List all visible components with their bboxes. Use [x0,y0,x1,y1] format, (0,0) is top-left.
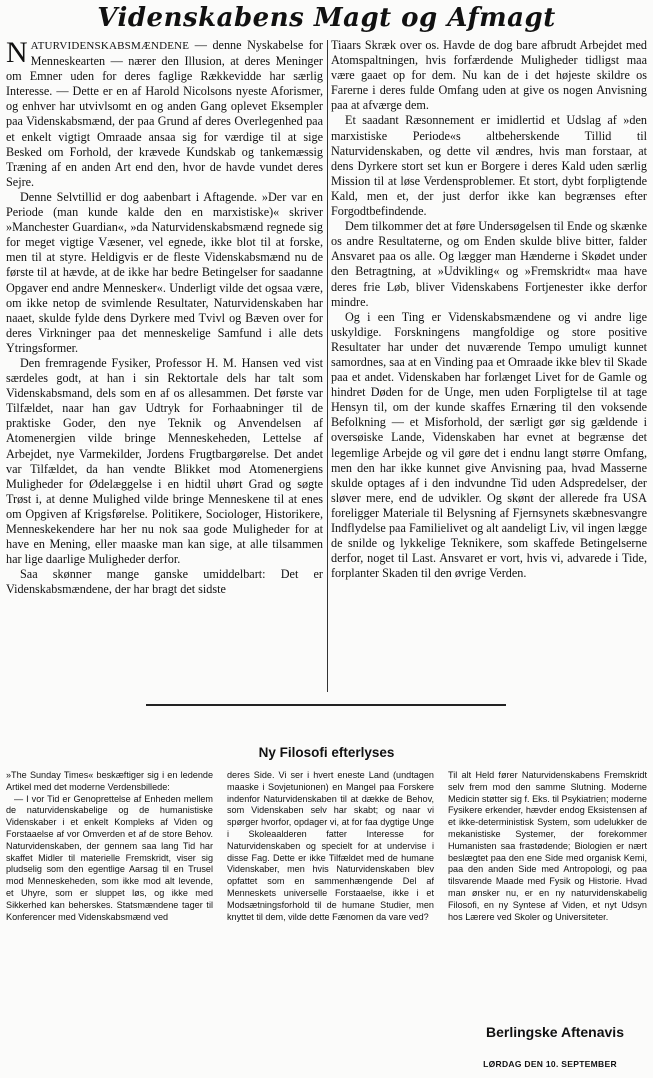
lead-caps: ATURVIDENSKABSMÆNDENE [30,40,190,52]
sidebar-column-2 [227,770,434,940]
article-column-2 [331,38,647,698]
paragraph: Til alt Held fører Naturvidenskabens Fremskridt selv frem mod den samme Slutning. Moderne Medicin støtter sig f. Eks. til Psykiatrien; moderne Fysikere erkender, hævder endog Eksistensen af et ikke-deterministisk System, som udelukker de mekanistiske Systemer, der forekommer Humanisten saa frastødende; Biologien er nært beslægtet paa den ene Side med organisk Kemi, paa den anden Side med Antropologi, og paa tilsvarende Maade med Fysik og Historie. Hvad man ønsker nu, er en ny naturvidenskabelig Filosofi, en ny Syntese af Viden, et nyt Udsyn hos Lærere ved Skoler og Universiteter. [448,770,647,922]
paragraph: — I vor Tid er Genoprettelse af Enheden mellem de naturvidenskabelige og de humanistiske Videnskaber i et enkelt Kompleks af Viden og Forstaaelse af vor Omverden et af de store Behov. Naturvidenskaben, der gennem saa lang Tid har skaffet Midler til materielle Fremskridt, viser sig pludselig som den egentlige Aarsag til en Trusel mod Menneskeheden, som ikke mod alt levende, et Uhyre, som er sluppet løs, og ikke med Sikkerhed kan beherskes. Statsmændene tager til Konferencer med Videnskabsmænd ved [6,793,213,922]
newspaper-source: Berlingske Aftenavis [486,1024,624,1040]
lead-text: — denne Nyskabelse for Menneskearten — nærer den Illusion, at deres Meninger om Emner uden for deres faglige Rækkevidde har særlig Interesse. — Dette er en af Harold Nicolsons nyeste Aforismer, og enhver har utvivlsomt en og anden Gang oplevet Eksempler paa Videnskabsmænd, der paa Grund af deres Overlegenhed paa et enkelt vigtigt Omraade ansaa sig for værdige til at sige Besked om Forhold, der krævede Kundskab og tankemæssig Træning af en anden Art end den, hvor de havde vundet deres Sejre. [6,38,323,189]
sidebar-column-1 [6,770,213,940]
paragraph: Saa skønner mange ganske umiddelbart: Det er Videnskabsmændene, der har bragt det sidste [6,567,323,597]
column-divider [327,40,328,692]
section-divider [146,704,506,706]
paragraph: Denne Selvtillid er dog aabenbart i Aftagende. »Der var en Periode (man kunde kalde den en marxistiske)« skriver »Manchester Guardian«, »da Naturvidenskabsmænd regnede sig for meget vigtige Væsener, vel egnede, ikke blot til at forske, men til at styre. Heldigvis er de fleste Videnskabsmænd nu de første til at hævde, at de ikke har bedre Betingelser for saadanne Opgaver end andre Mennesker«. Underligt vilde det ogsaa være, om ikke netop de svimlende Resultater, Naturvidenskaben har naaet, skulde fylde dens Dyrkere med Tvivl og Bæven over for deres Virkninger paa det menneskelige Samfund i alle dets Ytringsformer. [6,189,323,355]
paragraph: Tiaars Skræk over os. Havde de dog bare afbrudt Arbejdet med Atomspaltningen, hvis forfærdende Muligheder tidligst maa være gaaet op for dem. Nu kan de i det højeste skildre os Farerne i deres fulde Omfang uden at give os nogen Anvisning paa at afværge dem. [331,38,647,113]
sidebar-headline: Ny Filosofi efterlyses [258,745,395,760]
paragraph: »The Sunday Times« beskæftiger sig i en ledende Artikel med det moderne Verdensbillede: [6,770,213,792]
drop-cap: N [6,38,28,69]
paragraph: Dem tilkommer det at føre Undersøgelsen til Ende og skænke os andre Resultaterne, og om Enden skulde blive bitter, falder Ansvaret paa os alle. Og lægger man Hænderne i Skødet under den Betragtning, at »Udvikling« og »Fremskridt« maa have deres frie Løb, bliver Videnskabens Fortjenester ikke derfor mindre. [331,219,647,309]
paragraph: Et saadant Ræsonnement er imidlertid et Udslag af »den marxistiske Periode«s altbeherskende Tillid til Naturvidenskaben, og dette vil ændres, hvis man forstaar, at dens Dyrkere stort set kun er Borgere i deres Kald uden særlig Mission til at løse Verdensproblemer. Et stort, dybt forpligtende Kald, men et, der just derfor ikke kan begrænses efter Forgodtbefindende. [331,113,647,219]
paragraph: deres Side. Vi ser i hvert eneste Land (undtagen maaske i Sovjetunionen) en Mangel paa Forskere indenfor Naturvidenskaben til at dække de Behov, som Videnskaben selv har skabt; og naar vi spørger hvorfor, opdager vi, at for faa dygtige Unge i Skoleaalderen fatter Interesse for Naturvidenskaben og specielt for at undervise i disse Fag. Dette er ikke Tilfældet med de humane Videnskaber, men hvis Naturvidenskaben blev opfattet som en sammenhængende Del af Menneskets universelle Forstaaelse, ikke i et Modsætningsforhold til de humane Studier, men knyttet til dem, vilde dette Fænomen da vare ved? [227,770,434,922]
sidebar-column-3 [448,770,647,940]
publication-date: LØRDAG DEN 10. SEPTEMBER [483,1059,617,1069]
paragraph: Og i een Ting er Videnskabsmændene og vi andre lige uskyldige. Forskningens mangfoldige og store positive Resultater har under det nuværende Tempo umuligt kunnet samordnes, saa at en Vinding paa et Omraade ikke blev til Skade paa et andet. Videnskaben har forlænget Livet for de Gamle og hindret Døden for de Unge, men uden Forpligtelse til at tage Hensyn til, om der kunde skaffes Ernæring til den voksende Befolkning — et Misforhold, der særligt gør sig gældende i oversøiske Lande, Videnskaben har evnet at begrænse det legemlige Arbejde og vil gøre det i endnu langt større Omfang, men den har ikke kunnet give Anvisning paa, hvad Masserne skulde optages af i den indvundne Tid uden Adspredelser, der sløver mere, end de udvikler. Og skønt der allerede fra USA foreligger Materiale til Belysning af Fjernsynets skæbnesvangre Indflydelse paa Familielivet og alt aandeligt Liv, vil ingen lægge de snilde og lykkelige Teknikere, som skaffede Betingelserne derfor, noget til Last. Ansvaret er vort, hvis vi, advarede i Tide, forplanter Skaden til den øvrige Verden. [331,309,647,581]
lead-paragraph [6,38,323,190]
article-headline: Videnskabens Magt og Afmagt [97,3,556,33]
article-column-1 [6,38,323,698]
paragraph: Den fremragende Fysiker, Professor H. M. Hansen ved vist særdeles godt, at han i sin Rektortale dels har talt som Videnskabsmand, dels som en af os allesammen. Det første var Tilfældet, naar han gav Udtryk for Forhaabninger til de praktiske Goder, den nye Teknik og Anvendelsen af Atomenergien vilde bringe Menneskeheden, Lettelse af Arbejdet, nye Varmekilder, Jordens Frugtbargørelse. Det andet var Tilfældet, da han vendte Blikket mod Atomenergiens Muligheder for Ødelæggelse i en hidtil uhørt Grad og søgte Trøst i, at denne Mulighed vilde bringe Menneskene til at enes om Opgiven af Krigsførelse. Politikere, Sociologer, Historikere, Menneskekendere har her nu nok saa gode Muligheder for at have en Mening, eller maaske man kan sige, at alle tilsammen har lige daarlige Muligheder derfor. [6,355,323,567]
